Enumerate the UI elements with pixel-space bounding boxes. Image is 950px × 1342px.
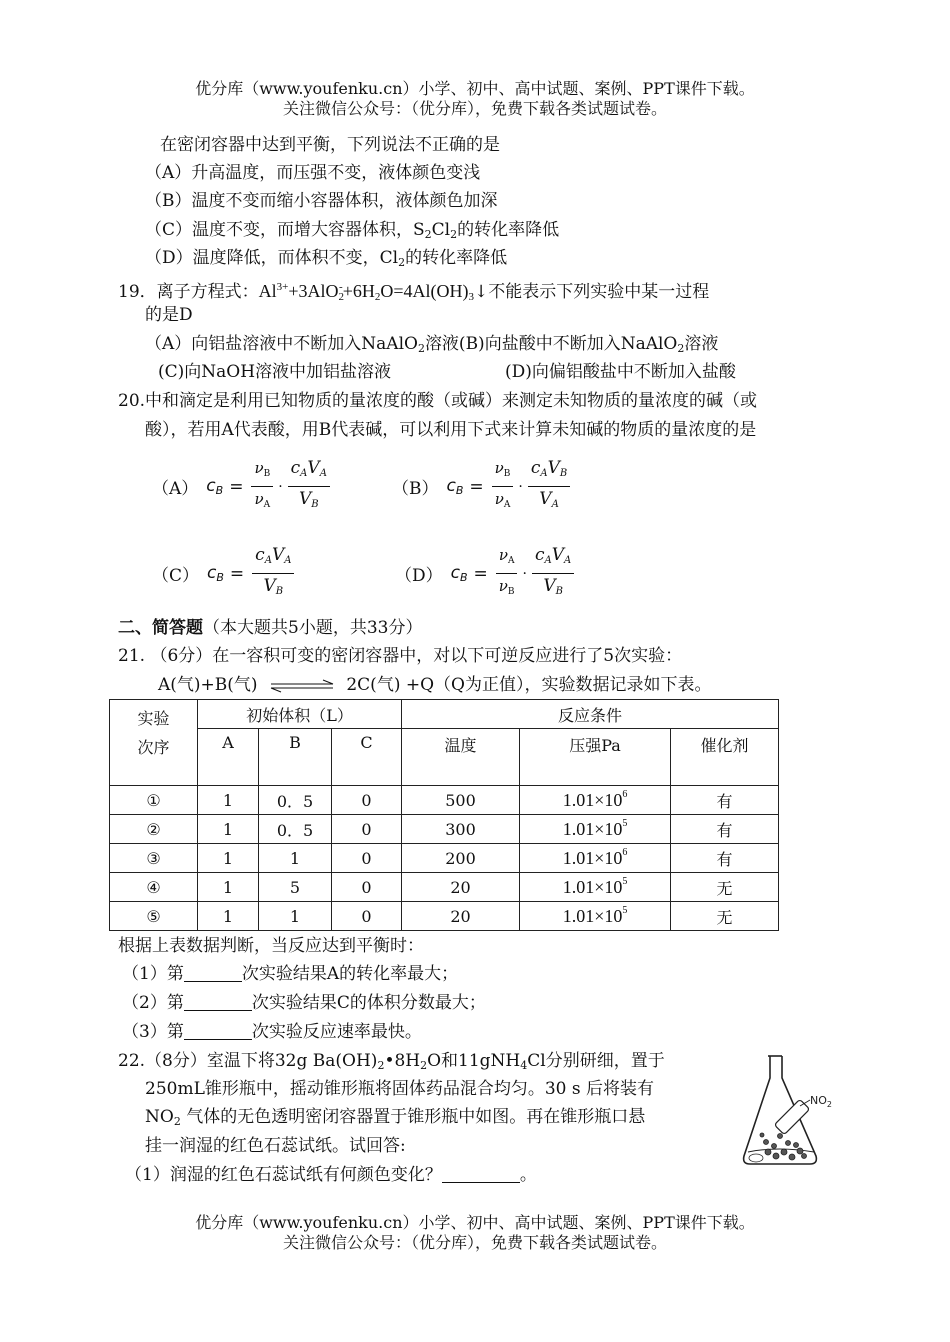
q21-sub3: （3）第 次实验反应速率最快。 xyxy=(122,1022,422,1042)
q19-option-d: (D)向偏铝酸盐中不断加入盐酸 xyxy=(505,362,736,382)
q21-sub2: （2）第 次实验结果C的体积分数最大； xyxy=(122,993,486,1013)
table-row: ① 1 0．5 0 500 $1.01\times 10^6$ 有 xyxy=(110,786,779,815)
q18-option-d: （D）温度降低，而体积不变，$Cl_2$的转化率降低 xyxy=(145,248,508,269)
header-line-2: 关注微信公众号：（优分库），免费下载各类试题试卷。 xyxy=(282,99,667,118)
q22-line4: 挂一润湿的红色石蕊试纸。试回答: xyxy=(145,1136,406,1156)
answer-blank-3[interactable] xyxy=(184,1021,252,1040)
answer-blank-2[interactable] xyxy=(184,992,252,1011)
q18-option-b: （B）温度不变而缩小容器体积，液体颜色加深 xyxy=(145,191,498,211)
q18-option-a: （A）升高温度，而压强不变，液体颜色变浅 xyxy=(145,163,481,183)
q21-reaction: A(气)+B(气) 2C(气) +Q（Q为正值），实验数据记录如下表。 xyxy=(158,675,712,695)
flask-figure xyxy=(738,1048,842,1172)
th-b: B xyxy=(259,729,332,786)
q22-line1: 22.（8分）室温下将32g $Ba(OH)_2•8H_2O$和11gNH$_4$Cl分别研细，置于 xyxy=(118,1051,665,1072)
answer-blank-1[interactable] xyxy=(184,963,242,982)
header-line-1: 优分库（www.youfenku.cn）小学、初中、高中试题、案例、PPT课件下载。 xyxy=(195,79,755,98)
table-row: ② 1 0．5 0 300 $1.01\times 10^5$ 有 xyxy=(110,815,779,844)
footer-line-1: 优分库（www.youfenku.cn）小学、初中、高中试题、案例、PPT课件下载。 xyxy=(195,1213,755,1232)
q21-stem: 21. （6分）在一容积可变的密闭容器中，对以下可逆反应进行了5次实验： xyxy=(118,646,683,666)
q19-stem-line2: 的是D xyxy=(145,305,193,325)
q19-options-ab: （A）向铝盐溶液中不断加入NaAlO$_2$溶液(B)向盐酸中不断加入NaAlO$_2$溶液 xyxy=(145,334,719,355)
section-2-title: 二、简答题（本大题共5小题，共33分） xyxy=(118,618,423,638)
q20-option-b: （B） $c_B$ = $\frac{\nu_B}{\nu_A}$ · $\frac{c_AV_B}{V_A}$ xyxy=(392,458,572,515)
q19-stem: 19．离子方程式：$Al^{3+}+3AlO_2^-+6H_2O=4Al(OH)_3↓$不能表示下列实验中某一过程 xyxy=(118,281,710,303)
reversible-arrow-icon xyxy=(269,679,335,693)
th-pressure: 压强Pa xyxy=(520,729,671,786)
answer-blank-4[interactable] xyxy=(442,1164,520,1183)
th-initial-volume: 初始体积（L） xyxy=(198,700,402,729)
th-c: C xyxy=(332,729,402,786)
q21-judge: 根据上表数据判断，当反应达到平衡时： xyxy=(118,936,424,956)
q20-option-c: （C） $c_B$ = $\frac{c_AV_A}{V_B}$ xyxy=(152,545,296,602)
q22-line2: 250mL锥形瓶中，摇动锥形瓶将固体药品混合均匀。30 s 后将装有 xyxy=(145,1079,655,1099)
q20-option-a: （A） $c_B$ = $\frac{\nu_B}{\nu_A}$ · $\frac{c_AV_A}{V_B}$ xyxy=(152,458,332,515)
table-row: ③ 1 1 0 200 $1.01\times 10^6$ 有 xyxy=(110,844,779,873)
q21-data-table xyxy=(109,699,779,931)
figure-no2-label: $NO_2$ xyxy=(810,1094,832,1109)
q21-sub1: （1）第 次实验结果A的转化率最大； xyxy=(122,964,459,984)
q20-option-d: （D） $c_B$ = $\frac{\nu_A}{\nu_B}$ · $\frac{c_AV_A}{V_B}$ xyxy=(395,545,576,602)
q20-stem-line2: 酸），若用A代表酸，用B代表碱，可以利用下式来计算未知碱的物质的量浓度的是 xyxy=(145,420,757,440)
th-catalyst: 催化剂 xyxy=(671,729,779,786)
th-conditions: 反应条件 xyxy=(402,700,779,729)
th-temperature: 温度 xyxy=(402,729,520,786)
q22-sub1: （1）润湿的红色石蕊试纸有何颜色变化？ 。 xyxy=(125,1165,537,1185)
table-row: ⑤ 1 1 0 20 $1.01\times 10^5$ 无 xyxy=(110,902,779,931)
q20-stem-line1: 20.中和滴定是利用已知物质的量浓度的酸（或碱）来测定未知物质的量浓度的碱（或 xyxy=(118,391,758,411)
q18-option-c: （C）温度不变，而增大容器体积，$S_2Cl_2$的转化率降低 xyxy=(145,220,560,241)
th-a: A xyxy=(198,729,259,786)
footer-line-2: 关注微信公众号：（优分库），免费下载各类试题试卷。 xyxy=(282,1233,667,1252)
q19-option-c: (C)向NaOH溶液中加铝盐溶液 xyxy=(158,362,392,382)
q18-stem: 在密闭容器中达到平衡，下列说法不正确的是 xyxy=(160,135,500,155)
th-experiment: 实验 次序 xyxy=(110,700,198,786)
q22-line3: $NO_2$ 气体的无色透明密闭容器置于锥形瓶中如图。再在锥形瓶口悬 xyxy=(145,1107,646,1128)
table-row: ④ 1 5 0 20 $1.01\times 10^5$ 无 xyxy=(110,873,779,902)
